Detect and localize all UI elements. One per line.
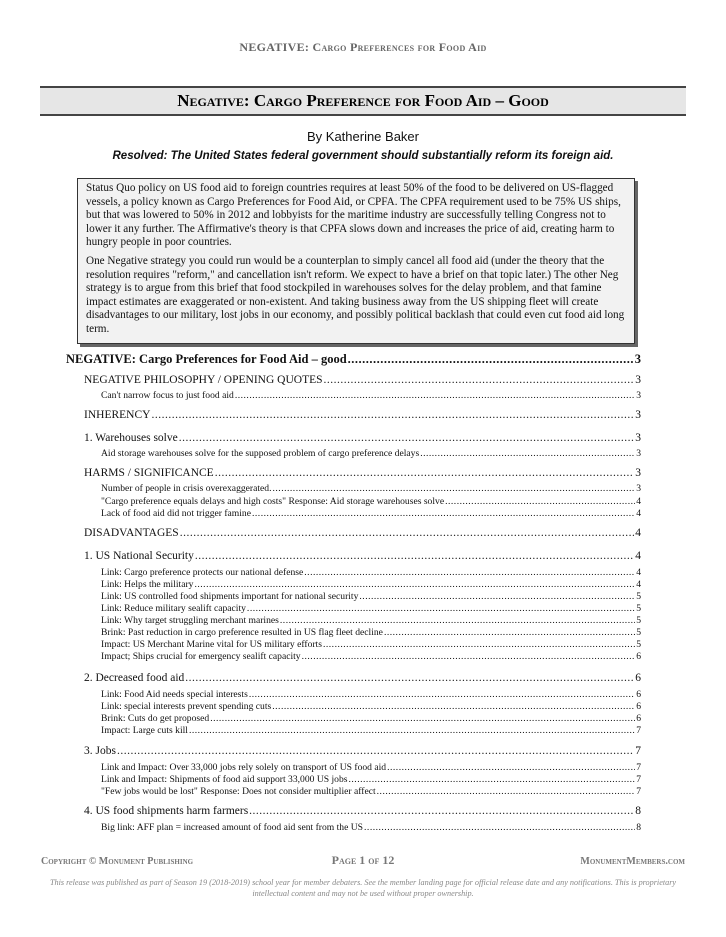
toc-entry-label: "Few jobs would be lost" Response: Does not consider multiplier affect — [101, 786, 376, 797]
toc-entry-page: 3 — [634, 352, 641, 366]
toc-entry-page: 3 — [635, 467, 641, 479]
toc-entry[interactable] — [84, 672, 641, 684]
toc-entry-label: Can't narrow focus to just food aid — [101, 390, 234, 401]
toc-entry-label: Link: special interests prevent spending cuts — [101, 701, 272, 712]
toc-entry[interactable] — [84, 409, 641, 421]
toc-entry[interactable] — [101, 651, 641, 662]
toc-entry-label: DISADVANTAGES — [84, 527, 179, 539]
toc-entry[interactable] — [101, 725, 641, 736]
toc-entry[interactable] — [101, 508, 641, 519]
toc-entry-label: Link: Cargo preference protects our national defense — [101, 567, 304, 578]
toc-entry[interactable] — [101, 390, 641, 401]
toc-entry-label: Impact; Ships crucial for emergency sealift capacity — [101, 651, 301, 662]
toc-entry-label: Link: Reduce military sealift capacity — [101, 603, 246, 614]
toc-entry-page: 7 — [636, 725, 641, 736]
toc-entry-label: Link: Why target struggling merchant marines — [101, 615, 279, 626]
toc-entry-label: Number of people in crisis overexaggerated. — [101, 483, 272, 494]
toc-entry-page: 4 — [636, 579, 641, 590]
toc-entry[interactable] — [101, 496, 641, 507]
toc-entry[interactable] — [101, 603, 641, 614]
release-disclaimer: This release was published as part of Season 19 (2018-2019) school year for member debaters. See the member landing page for official release date and any notifications. This is proprietary intellectual content and may not be used without proper ownership. — [49, 878, 677, 898]
toc-entry[interactable] — [101, 786, 641, 797]
toc-entry[interactable] — [84, 467, 641, 479]
toc-entry-label: 3. Jobs — [84, 745, 116, 757]
toc-entry-page: 6 — [636, 713, 641, 724]
toc-entry[interactable] — [101, 483, 641, 494]
toc-entry-label: Lack of food aid did not trigger famine — [101, 508, 251, 519]
toc-entry-page: 3 — [635, 432, 641, 444]
toc-entry[interactable] — [101, 567, 641, 578]
toc-entry-label: Brink: Past reduction in cargo preference resulted in US flag fleet decline — [101, 627, 383, 638]
toc-entry-page: 7 — [636, 774, 641, 785]
toc-entry-page: 5 — [636, 639, 641, 650]
toc-entry-page: 4 — [635, 550, 641, 562]
toc-entry-page: 5 — [636, 591, 641, 602]
toc-entry[interactable] — [101, 448, 641, 459]
toc-entry[interactable] — [84, 550, 641, 562]
toc-entry[interactable] — [84, 527, 641, 539]
page-number: Page 1 of 12 — [331, 853, 395, 867]
toc-entry-page: 5 — [636, 627, 641, 638]
toc-entry[interactable] — [84, 745, 641, 757]
toc-entry-label: Impact: US Merchant Marine vital for US military efforts — [101, 639, 322, 650]
toc-entry-page: 5 — [636, 615, 641, 626]
toc-entry-page: 3 — [635, 374, 641, 386]
toc-entry-page: 3 — [636, 483, 641, 494]
toc-entry[interactable] — [101, 689, 641, 700]
toc-entry[interactable] — [101, 762, 641, 773]
toc-entry-page: 6 — [636, 689, 641, 700]
intro-paragraph: Status Quo policy on US food aid to foreign countries requires at least 50% of the food to be delivered on US-flagged vessels, a policy known as Cargo Preferences for Food Aid, or CPFA. The CPFA requirement used to be 75% US ships, but that was lowered to 50% in 2012 and lobbyists for the maritime industry are successfully telling Congress not to lower it any further. The Affirmative's theory is that CPFA slows down and increases the price of aid, creating harm to hungry people in poor countries. — [86, 182, 621, 249]
toc-entry-label: Big link: AFF plan = increased amount of food aid sent from the US — [101, 822, 364, 833]
website-link[interactable]: MonumentMembers.com — [580, 856, 685, 867]
resolution-statement: Resolved: The United States federal government should substantially reform its foreign aid. — [112, 150, 614, 162]
toc-entry-label: 2. Decreased food aid — [84, 672, 185, 684]
toc-entry-label: Impact: Large cuts kill — [101, 725, 188, 736]
toc-entry-page: 6 — [636, 651, 641, 662]
toc-entry-page: 4 — [635, 527, 641, 539]
author-line: By Katherine Baker — [306, 129, 419, 144]
toc-entry[interactable] — [101, 579, 641, 590]
toc-entry-page: 3 — [636, 448, 641, 459]
toc-entry-label: Link and Impact: Over 33,000 jobs rely solely on transport of US food aid — [101, 762, 387, 773]
toc-entry-page: 3 — [635, 409, 641, 421]
running-header: NEGATIVE: Cargo Preferences for Food Aid — [239, 40, 487, 54]
toc-entry[interactable] — [101, 639, 641, 650]
toc-entry-page: 8 — [635, 805, 641, 817]
toc-entry-page: 5 — [636, 603, 641, 614]
toc-entry-label: Aid storage warehouses solve for the supposed problem of cargo preference delays — [101, 448, 420, 459]
toc-entry-label: 4. US food shipments harm farmers — [84, 805, 249, 817]
toc-entry[interactable] — [84, 374, 641, 386]
toc-entry[interactable] — [66, 352, 641, 367]
intro-summary-box — [77, 178, 635, 344]
toc-entry[interactable] — [84, 805, 641, 817]
intro-paragraph: One Negative strategy you could run would be a counterplan to simply cancel all food aid (under the theory that the resolution requires "reform," and cancellation isn't reform. We expect to have a brief on that topic later.) The other Neg strategy is to argue from this brief that food stockpiled in warehouses solves for the delay problem, and that famine impact estimates are exaggerated or non-existent. And taking business away from the US shipping fleet will create disadvantages to our military, lost jobs in our economy, and possibly political backlash that could even cut food aid long term. — [86, 254, 625, 335]
toc-entry[interactable] — [101, 713, 641, 724]
toc-entry-page: 8 — [636, 822, 641, 833]
toc-entry-page: 6 — [635, 672, 641, 684]
toc-entry-page: 4 — [636, 496, 641, 507]
toc-entry-label: Link and Impact: Shipments of food aid support 33,000 US jobs — [101, 774, 348, 785]
toc-entry[interactable] — [101, 591, 641, 602]
toc-entry[interactable] — [101, 822, 641, 833]
toc-entry-label: NEGATIVE PHILOSOPHY / OPENING QUOTES — [84, 374, 323, 386]
toc-entry-label: INHERENCY — [84, 409, 151, 421]
toc-entry-label: Link: Helps the military — [101, 579, 194, 590]
toc-entry-page: 3 — [636, 390, 641, 401]
toc-entry[interactable] — [101, 615, 641, 626]
toc-entry[interactable] — [84, 432, 641, 444]
toc-entry[interactable] — [101, 774, 641, 785]
toc-entry-page: 7 — [636, 762, 641, 773]
toc-entry-page: 7 — [636, 786, 641, 797]
toc-entry-page: 7 — [635, 745, 641, 757]
toc-entry-label: HARMS / SIGNIFICANCE — [84, 467, 214, 479]
toc-entry-label: Link: US controlled food shipments important for national security — [101, 591, 359, 602]
toc-entry-label: 1. Warehouses solve — [84, 432, 178, 444]
toc-entry-page: 4 — [636, 567, 641, 578]
toc-entry-label: NEGATIVE: Cargo Preferences for Food Aid – good — [66, 352, 347, 366]
toc-entry-page: 6 — [636, 701, 641, 712]
toc-entry-label: Link: Food Aid needs special interests — [101, 689, 248, 700]
toc-entry-label: 1. US National Security — [84, 550, 194, 562]
toc-entry-label: "Cargo preference equals delays and high costs" Response: Aid storage warehouses solve — [101, 496, 445, 507]
document-title: Negative: Cargo Preference for Food Aid – Good — [40, 86, 686, 116]
copyright-notice: Copyright © Monument Publishing — [41, 856, 194, 867]
toc-entry-label: Brink: Cuts do get proposed — [101, 713, 210, 724]
toc-entry-page: 4 — [636, 508, 641, 519]
toc-entry[interactable] — [101, 627, 641, 638]
toc-entry[interactable] — [101, 701, 641, 712]
